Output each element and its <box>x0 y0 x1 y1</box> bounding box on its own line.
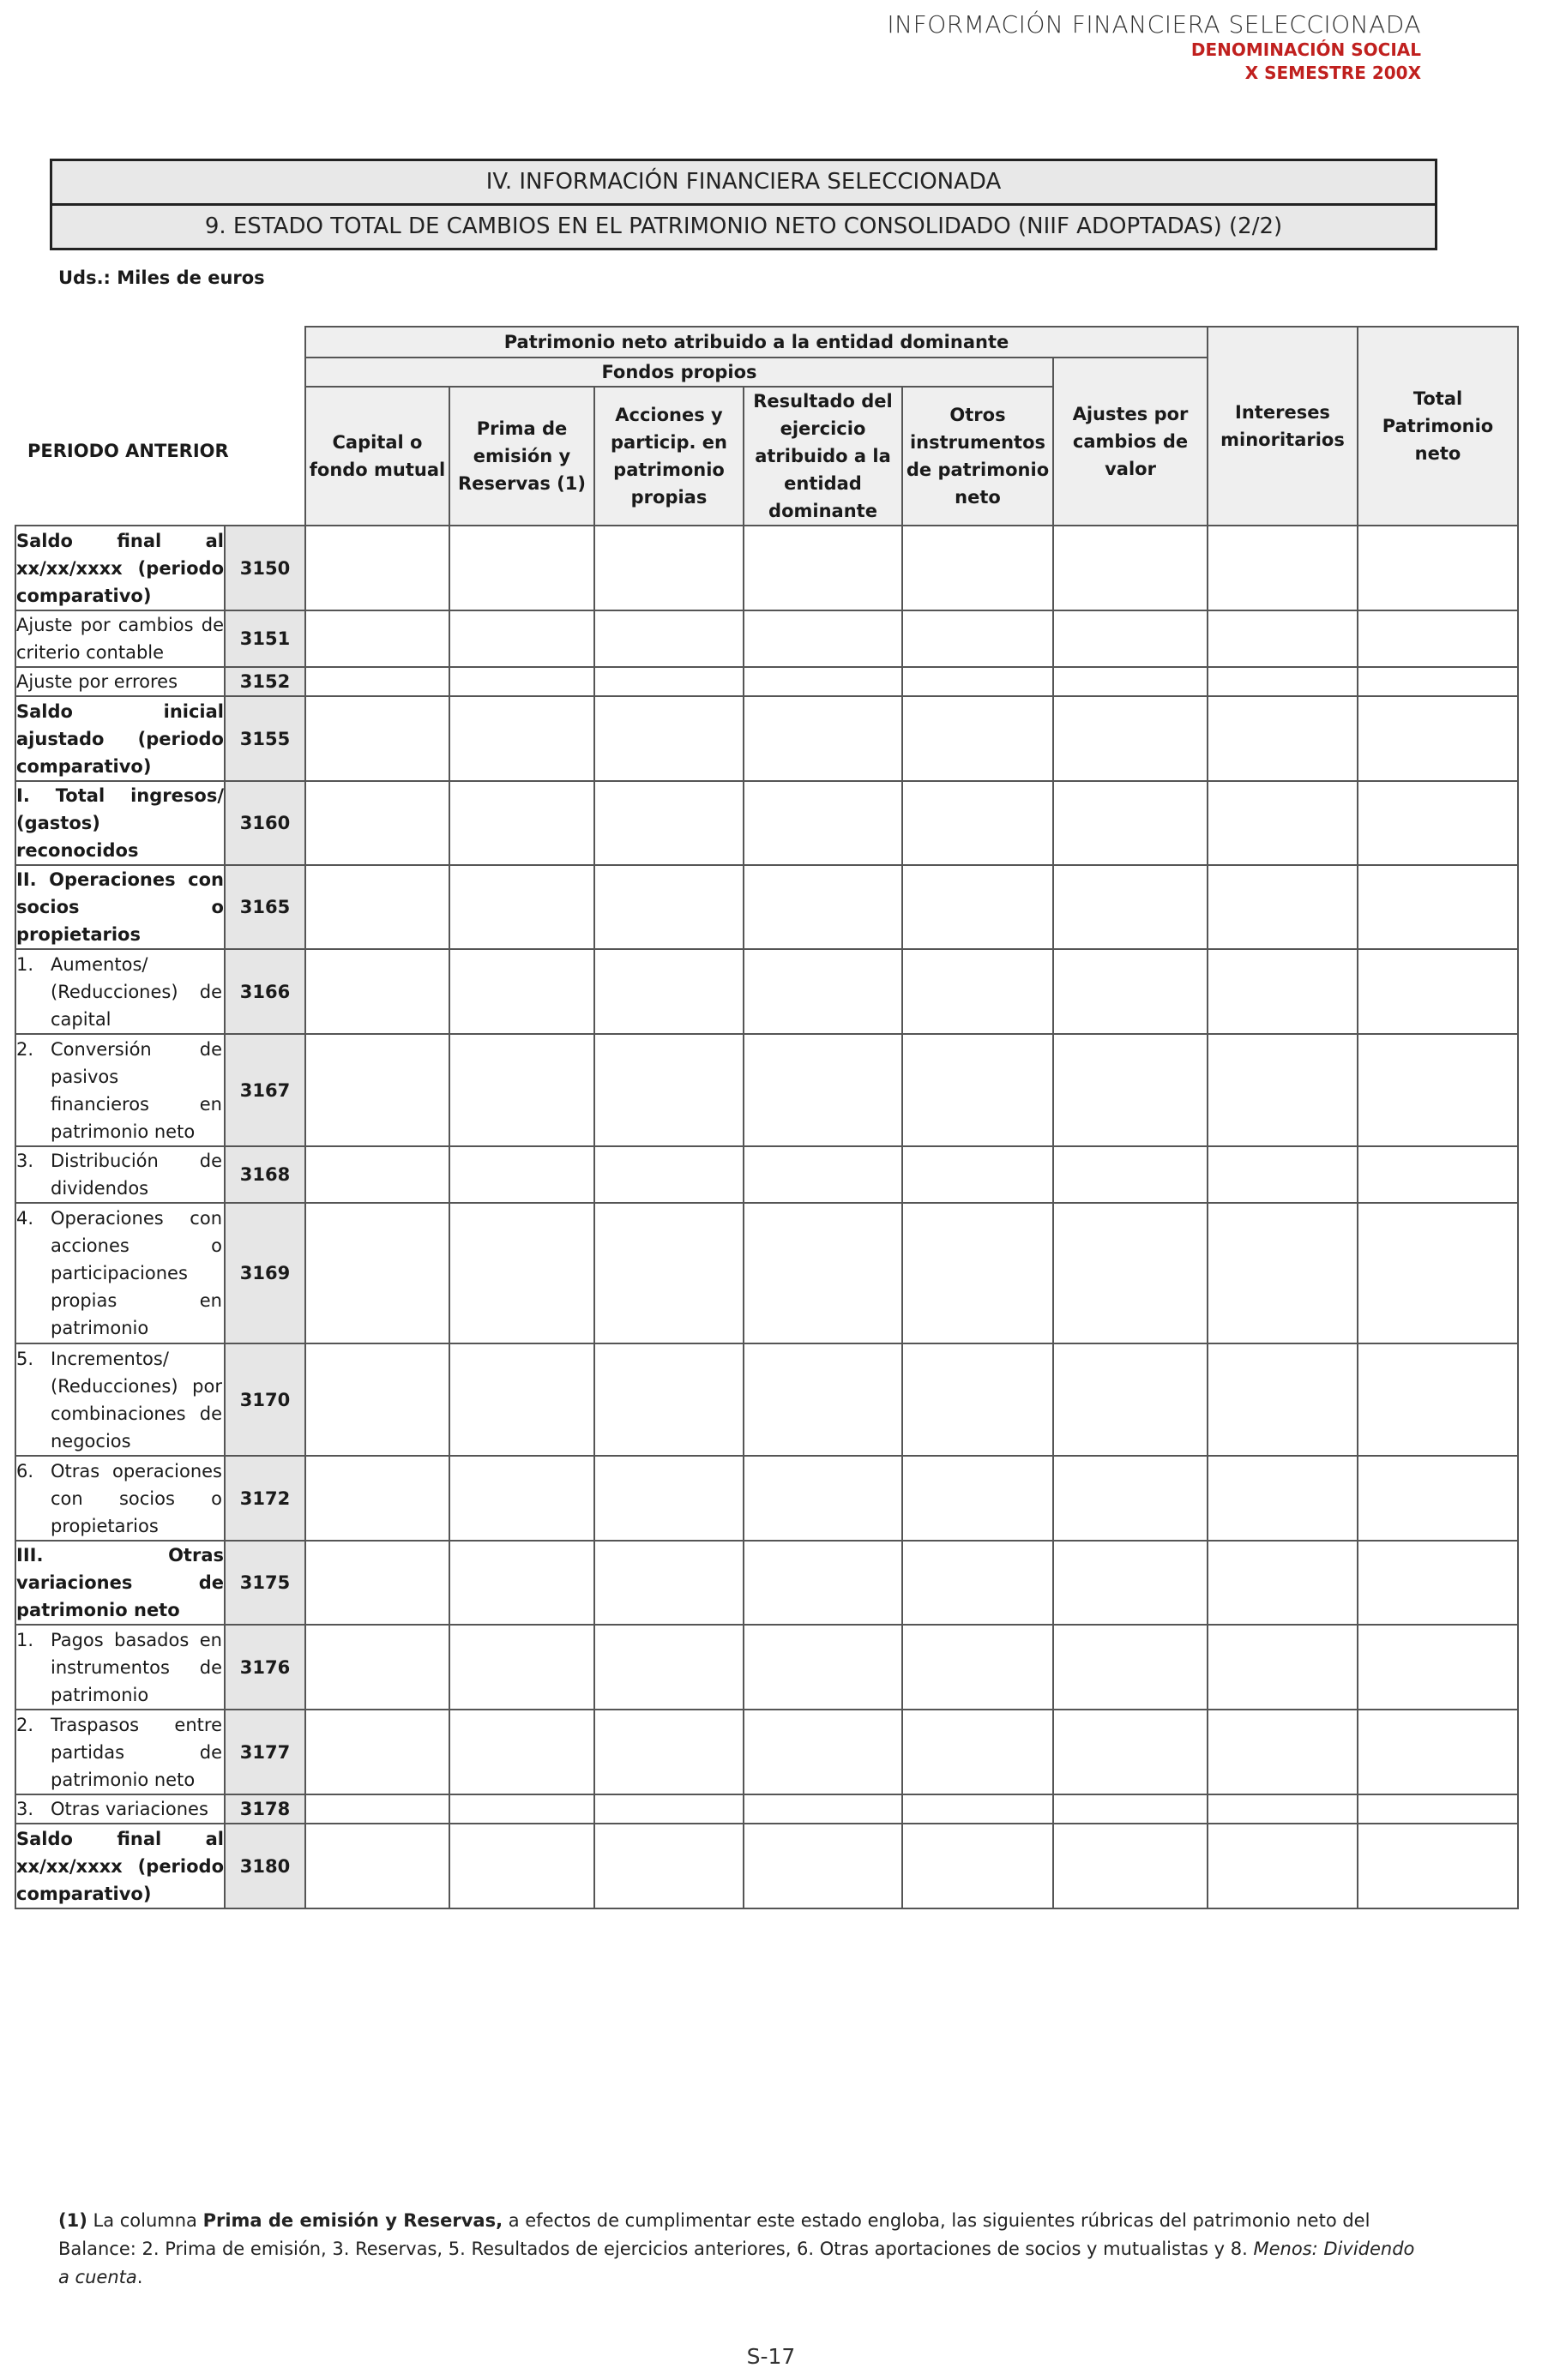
value-cell[interactable] <box>1053 1343 1208 1456</box>
table-row <box>15 949 1518 1034</box>
value-cell[interactable] <box>594 865 744 949</box>
value-cell[interactable] <box>1358 1034 1518 1146</box>
value-cell[interactable] <box>1358 526 1518 610</box>
row-code: 3155 <box>225 696 305 781</box>
value-cell[interactable] <box>902 865 1053 949</box>
table-row <box>15 667 1518 696</box>
value-cell[interactable] <box>902 1203 1053 1343</box>
equity-changes-table <box>15 326 1519 1909</box>
value-cell[interactable] <box>744 1710 902 1794</box>
value-cell[interactable] <box>1358 865 1518 949</box>
value-cell[interactable] <box>449 667 594 696</box>
table-row <box>15 1541 1518 1625</box>
row-label <box>15 1343 225 1456</box>
value-cell[interactable] <box>744 865 902 949</box>
value-cell[interactable] <box>1208 1034 1358 1146</box>
value-cell[interactable] <box>305 1343 449 1456</box>
value-cell[interactable] <box>744 1456 902 1541</box>
value-cell[interactable] <box>594 1824 744 1908</box>
table-row <box>15 1456 1518 1541</box>
row-number: 4. <box>16 1208 34 1229</box>
value-cell[interactable] <box>744 1146 902 1203</box>
value-cell[interactable] <box>1358 1794 1518 1824</box>
value-cell[interactable] <box>1053 1625 1208 1710</box>
table-row <box>15 1794 1518 1824</box>
row-label-text: Aumentos/ (Reducciones) de capital <box>51 953 222 1030</box>
value-cell[interactable] <box>902 526 1053 610</box>
col-intereses: Intereses minoritarios <box>1208 327 1358 526</box>
row-code: 3167 <box>225 1034 305 1146</box>
table-row <box>15 1034 1518 1146</box>
row-code: 3152 <box>225 667 305 696</box>
value-cell[interactable] <box>1053 1794 1208 1824</box>
value-cell[interactable] <box>902 1146 1053 1203</box>
value-cell[interactable] <box>902 1824 1053 1908</box>
value-cell[interactable] <box>449 526 594 610</box>
col-otros: Otros instrumentos de patrimonio neto <box>902 387 1053 526</box>
value-cell[interactable] <box>1208 949 1358 1034</box>
value-cell[interactable] <box>1053 781 1208 865</box>
footnote-bold: Prima de emisión y Reservas, <box>202 2210 503 2231</box>
row-number: 2. <box>16 1038 34 1060</box>
row-label <box>15 1203 225 1343</box>
value-cell[interactable] <box>305 1541 449 1625</box>
value-cell[interactable] <box>1208 865 1358 949</box>
value-cell[interactable] <box>1053 1541 1208 1625</box>
row-label: Saldo final al xx/xx/xxxx (periodo comparativo) <box>15 526 225 610</box>
row-code: 3172 <box>225 1456 305 1541</box>
row-code: 3170 <box>225 1343 305 1456</box>
value-cell[interactable] <box>449 865 594 949</box>
table-row <box>15 1625 1518 1710</box>
value-cell[interactable] <box>594 1794 744 1824</box>
value-cell[interactable] <box>449 949 594 1034</box>
value-cell[interactable] <box>1208 1146 1358 1203</box>
value-cell[interactable] <box>305 1710 449 1794</box>
row-label: Ajuste por errores <box>15 667 225 696</box>
value-cell[interactable] <box>305 781 449 865</box>
value-cell[interactable] <box>305 1203 449 1343</box>
value-cell[interactable] <box>449 781 594 865</box>
value-cell[interactable] <box>1053 1824 1208 1908</box>
statement-title: 9. ESTADO TOTAL DE CAMBIOS EN EL PATRIMONIO NETO CONSOLIDADO (NIIF ADOPTADAS) (2/2) <box>52 203 1435 248</box>
value-cell[interactable] <box>744 526 902 610</box>
value-cell[interactable] <box>449 610 594 667</box>
value-cell[interactable] <box>902 696 1053 781</box>
table-row <box>15 1146 1518 1203</box>
col-ajustes: Ajustes por cambios de valor <box>1053 358 1208 526</box>
value-cell[interactable] <box>305 526 449 610</box>
value-cell[interactable] <box>594 1625 744 1710</box>
value-cell[interactable] <box>449 1794 594 1824</box>
value-cell[interactable] <box>902 610 1053 667</box>
section-title: IV. INFORMACIÓN FINANCIERA SELECCIONADA <box>52 161 1435 203</box>
row-code: 3180 <box>225 1824 305 1908</box>
row-label <box>15 1034 225 1146</box>
table-row <box>15 526 1518 610</box>
value-cell[interactable] <box>594 1203 744 1343</box>
table-row <box>15 1343 1518 1456</box>
row-number: 5. <box>16 1348 34 1369</box>
value-cell[interactable] <box>594 1541 744 1625</box>
value-cell[interactable] <box>305 1146 449 1203</box>
row-code: 3169 <box>225 1203 305 1343</box>
row-code: 3177 <box>225 1710 305 1794</box>
value-cell[interactable] <box>594 1343 744 1456</box>
row-label <box>15 949 225 1034</box>
value-cell[interactable] <box>594 1034 744 1146</box>
row-code: 3151 <box>225 610 305 667</box>
col-prima: Prima de emisión y Reservas (1) <box>449 387 594 526</box>
value-cell[interactable] <box>305 865 449 949</box>
col-resultado: Resultado del ejercicio atribuido a la entidad dominante <box>744 387 902 526</box>
row-number: 1. <box>16 1629 34 1650</box>
row-label <box>15 1794 225 1824</box>
row-number: 3. <box>16 1799 34 1819</box>
value-cell[interactable] <box>449 1824 594 1908</box>
table-row <box>15 781 1518 865</box>
row-label-text: Pagos basados en instrumentos de patrimonio <box>51 1629 222 1705</box>
col-capital: Capital o fondo mutual <box>305 387 449 526</box>
table-row <box>15 1824 1518 1908</box>
value-cell[interactable] <box>1053 1203 1208 1343</box>
row-label: Saldo final al xx/xx/xxxx (periodo comparativo) <box>15 1824 225 1908</box>
units-label: Uds.: Miles de euros <box>58 267 265 288</box>
footnote-marker: (1) <box>58 2210 87 2231</box>
value-cell[interactable] <box>1358 1625 1518 1710</box>
period-header-cell <box>15 327 305 526</box>
row-number: 3. <box>16 1151 34 1171</box>
value-cell[interactable] <box>594 667 744 696</box>
value-cell[interactable] <box>1358 696 1518 781</box>
value-cell[interactable] <box>594 1456 744 1541</box>
row-code: 3150 <box>225 526 305 610</box>
value-cell[interactable] <box>1208 1710 1358 1794</box>
value-cell[interactable] <box>1358 1343 1518 1456</box>
value-cell[interactable] <box>1053 1710 1208 1794</box>
value-cell[interactable] <box>1358 1146 1518 1203</box>
value-cell[interactable] <box>744 696 902 781</box>
value-cell[interactable] <box>902 1034 1053 1146</box>
value-cell[interactable] <box>744 1034 902 1146</box>
value-cell[interactable] <box>449 1343 594 1456</box>
row-label: I. Total ingresos/ (gastos) reconocidos <box>15 781 225 865</box>
row-code: 3176 <box>225 1625 305 1710</box>
value-cell[interactable] <box>902 1625 1053 1710</box>
footnote-text-1: La columna <box>87 2210 203 2231</box>
value-cell[interactable] <box>744 1794 902 1824</box>
value-cell[interactable] <box>1208 610 1358 667</box>
page-header <box>887 10 1421 85</box>
value-cell[interactable] <box>594 696 744 781</box>
row-label-text: Conversión de pasivos financieros en patrimonio neto <box>51 1038 222 1142</box>
value-cell[interactable] <box>1208 1203 1358 1343</box>
header-title: INFORMACIÓN FINANCIERA SELECCIONADA <box>887 10 1421 39</box>
value-cell[interactable] <box>1053 1146 1208 1203</box>
value-cell[interactable] <box>1358 949 1518 1034</box>
row-number: 2. <box>16 1714 34 1735</box>
value-cell[interactable] <box>744 1541 902 1625</box>
value-cell[interactable] <box>305 667 449 696</box>
row-label-text: Otras operaciones con socios o propietarios <box>51 1460 222 1536</box>
value-cell[interactable] <box>902 1541 1053 1625</box>
row-label-text: Distribución de dividendos <box>51 1151 222 1199</box>
value-cell[interactable] <box>902 1456 1053 1541</box>
value-cell[interactable] <box>1358 1824 1518 1908</box>
value-cell[interactable] <box>594 610 744 667</box>
row-label: Ajuste por cambios de criterio contable <box>15 610 225 667</box>
row-label <box>15 1456 225 1541</box>
value-cell[interactable] <box>594 949 744 1034</box>
value-cell[interactable] <box>902 781 1053 865</box>
value-cell[interactable] <box>744 1824 902 1908</box>
table-row <box>15 1203 1518 1343</box>
value-cell[interactable] <box>1208 1794 1358 1824</box>
value-cell[interactable] <box>1358 667 1518 696</box>
value-cell[interactable] <box>1208 1824 1358 1908</box>
value-cell[interactable] <box>744 1343 902 1456</box>
value-cell[interactable] <box>1053 1456 1208 1541</box>
header-company: DENOMINACIÓN SOCIAL <box>1190 39 1421 60</box>
value-cell[interactable] <box>1053 526 1208 610</box>
row-label <box>15 1146 225 1203</box>
value-cell[interactable] <box>744 781 902 865</box>
value-cell[interactable] <box>449 1034 594 1146</box>
value-cell[interactable] <box>594 781 744 865</box>
row-code: 3178 <box>225 1794 305 1824</box>
value-cell[interactable] <box>744 667 902 696</box>
value-cell[interactable] <box>305 1794 449 1824</box>
value-cell[interactable] <box>1208 781 1358 865</box>
value-cell[interactable] <box>744 1625 902 1710</box>
value-cell[interactable] <box>594 1146 744 1203</box>
footnote <box>58 2207 1431 2292</box>
footnote-italic: Menos: Dividendo a cuenta <box>58 2239 1415 2287</box>
value-cell[interactable] <box>449 1625 594 1710</box>
col-total: Total Patrimonio neto <box>1358 327 1518 526</box>
value-cell[interactable] <box>449 1710 594 1794</box>
value-cell[interactable] <box>449 1203 594 1343</box>
footnote-end: . <box>136 2267 143 2287</box>
value-cell[interactable] <box>449 1456 594 1541</box>
header-period: X SEMESTRE 200X <box>1244 63 1421 83</box>
value-cell[interactable] <box>902 1794 1053 1824</box>
value-cell[interactable] <box>1053 610 1208 667</box>
value-cell[interactable] <box>1208 1625 1358 1710</box>
value-cell[interactable] <box>305 696 449 781</box>
row-label-text: Incrementos/ (Reducciones) por combinaciones de negocios <box>51 1348 222 1451</box>
value-cell[interactable] <box>1358 1456 1518 1541</box>
value-cell[interactable] <box>1208 526 1358 610</box>
value-cell[interactable] <box>1208 1343 1358 1456</box>
value-cell[interactable] <box>744 949 902 1034</box>
footnote-text-2: a efectos de cumplimentar este estado engloba, las siguientes rúbricas del patrimonio neto del Balance: 2. Prima de emisión, 3. Reservas, 5. Resultados de ejercicios anteriores, 6. Otras aportaciones de socios y mutualistas y 8. <box>58 2210 1370 2259</box>
value-cell[interactable] <box>449 696 594 781</box>
row-label <box>15 1625 225 1710</box>
value-cell[interactable] <box>305 610 449 667</box>
row-label: Saldo inicial ajustado (periodo comparativo) <box>15 696 225 781</box>
value-cell[interactable] <box>1358 1541 1518 1625</box>
value-cell[interactable] <box>305 949 449 1034</box>
value-cell[interactable] <box>305 1034 449 1146</box>
value-cell[interactable] <box>1053 667 1208 696</box>
page-number: S-17 <box>746 2344 796 2369</box>
value-cell[interactable] <box>305 1456 449 1541</box>
col-group-dominant: Patrimonio neto atribuido a la entidad dominante <box>305 327 1208 358</box>
table-row <box>15 696 1518 781</box>
value-cell[interactable] <box>305 1824 449 1908</box>
value-cell[interactable] <box>744 1203 902 1343</box>
value-cell[interactable] <box>449 1541 594 1625</box>
value-cell[interactable] <box>594 526 744 610</box>
value-cell[interactable] <box>1208 1541 1358 1625</box>
row-label <box>15 1710 225 1794</box>
table-row <box>15 1710 1518 1794</box>
table-body <box>15 526 1518 1908</box>
value-cell[interactable] <box>1358 781 1518 865</box>
value-cell[interactable] <box>902 1710 1053 1794</box>
value-cell[interactable] <box>1358 1710 1518 1794</box>
row-label-text: Otras variaciones <box>51 1799 208 1819</box>
value-cell[interactable] <box>594 1710 744 1794</box>
col-acciones: Acciones y particip. en patrimonio propias <box>594 387 744 526</box>
value-cell[interactable] <box>1208 667 1358 696</box>
row-number: 6. <box>16 1460 34 1481</box>
value-cell[interactable] <box>902 949 1053 1034</box>
row-code: 3166 <box>225 949 305 1034</box>
value-cell[interactable] <box>1053 865 1208 949</box>
row-label: III. Otras variaciones de patrimonio neto <box>15 1541 225 1625</box>
table-row <box>15 865 1518 949</box>
value-cell[interactable] <box>1358 610 1518 667</box>
value-cell[interactable] <box>1053 949 1208 1034</box>
value-cell[interactable] <box>1208 696 1358 781</box>
period-label: PERIODO ANTERIOR <box>27 441 229 461</box>
col-group-fondos: Fondos propios <box>305 358 1053 387</box>
value-cell[interactable] <box>449 1146 594 1203</box>
value-cell[interactable] <box>1208 1456 1358 1541</box>
row-label-text: Operaciones con acciones o participaciones propias en patrimonio <box>51 1208 222 1338</box>
row-number: 1. <box>16 953 34 975</box>
value-cell[interactable] <box>744 610 902 667</box>
value-cell[interactable] <box>902 667 1053 696</box>
section-banner <box>50 159 1437 250</box>
row-code: 3175 <box>225 1541 305 1625</box>
value-cell[interactable] <box>1053 696 1208 781</box>
table-row <box>15 610 1518 667</box>
row-code: 3168 <box>225 1146 305 1203</box>
value-cell[interactable] <box>1053 1034 1208 1146</box>
row-code: 3160 <box>225 781 305 865</box>
value-cell[interactable] <box>305 1625 449 1710</box>
row-label-text: Traspasos entre partidas de patrimonio neto <box>51 1714 222 1790</box>
value-cell[interactable] <box>902 1343 1053 1456</box>
value-cell[interactable] <box>1358 1203 1518 1343</box>
row-code: 3165 <box>225 865 305 949</box>
row-label: II. Operaciones con socios o propietarios <box>15 865 225 949</box>
